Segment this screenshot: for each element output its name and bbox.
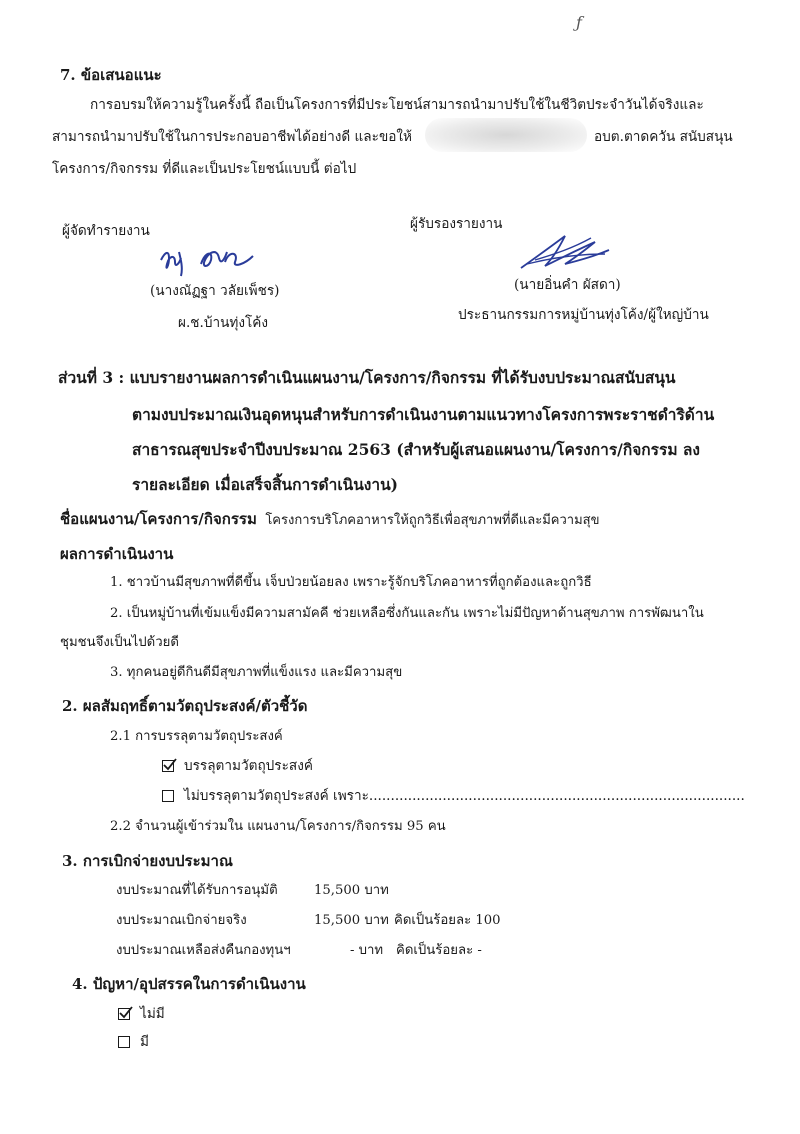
recommend-line2a: สามารถนำมาปรับใช้ในการประกอบอาชีพได้อย่างดี และขอให้ [52,129,412,145]
achieved-label: บรรลุตามวัตถุประสงค์ [184,758,313,774]
budget-spent-label: งบประมาณเบิกจ่ายจริง [116,913,247,928]
achieved-checkbox[interactable] [162,760,174,772]
project-name: โครงการบริโภคอาหารให้ถูกวิธีเพื่อสุขภาพที่ดีและมีความสุข [265,513,600,528]
results-item3: 3. ทุกคนอยู่ดีกินดีมีสุขภาพที่แข็งแรง และมีความสุข [110,665,403,680]
reporter-position: ผ.ช.บ้านทุ่งโค้ง [178,315,269,331]
reporter-signature-icon [155,238,265,280]
results-item2b: ชุมชนจึงเป็นไปด้วยดี [60,635,179,650]
problems-heading: 4. ปัญหา/อุปสรรคในการดำเนินงาน [72,975,306,993]
check-mark-icon [162,756,178,772]
check-mark-icon [118,1004,134,1020]
part3-title-line2: ตามงบประมาณเงินอุดหนุนสำหรับการดำเนินงานตามแนวทางโครงการพระราชดำริด้าน [132,405,715,424]
budget-approved-value: 15,500 บาท [314,883,389,898]
part3-title-line1: ส่วนที่ 3 : แบบรายงานผลการดำเนินแผนงาน/โครงการ/กิจกรรม ที่ได้รับงบประมาณสนับสนุน [58,368,676,387]
project-label: ชื่อแผนงาน/โครงการ/กิจกรรม [60,510,257,528]
budget-heading: 3. การเบิกจ่ายงบประมาณ [62,852,233,870]
no-problem-label: ไม่มี [140,1006,165,1022]
not-achieved-checkbox[interactable] [162,790,174,802]
recommend-line2b: อบต.ตาดควัน สนับสนุน [594,129,733,145]
certifier-label: ผู้รับรองรายงาน [410,216,503,232]
achievement-sub2: 2.2 จำนวนผู้เข้าร่วมใน แผนงาน/โครงการ/กิจกรรม 95 คน [110,819,446,834]
certifier-signature-icon [515,228,615,274]
certifier-name: (นายอิ่นคำ ผัสดา) [514,277,621,293]
results-item2a: 2. เป็นหมู่บ้านที่เข้มแข็งมีความสามัคคี ช่วยเหลือซึ่งกันและกัน เพราะไม่มีปัญหาด้านสุขภาพ การพัฒนาใน [110,606,704,621]
project-line [60,510,600,530]
has-problem-checkbox[interactable] [118,1036,130,1048]
results-heading: ผลการดำเนินงาน [60,545,174,563]
part3-title-line3: สาธารณสุขประจำปีงบประมาณ 2563 (สำหรับผู้เสนอแผนงาน/โครงการ/กิจกรรม ลง [132,440,700,459]
page-mark: ƒ [576,13,582,32]
recommend-heading: 7. ข้อเสนอแนะ [60,66,162,84]
recommend-line1: การอบรมให้ความรู้ในครั้งนี้ ถือเป็นโครงการที่มีประโยชน์สามารถนำมาปรับใช้ในชีวิตประจำวันได้จริงและ [90,97,704,113]
part3-title-line4: รายละเอียด เมื่อเสร็จสิ้นการดำเนินงาน) [132,475,399,494]
budget-returned-pct: คิดเป็นร้อยละ - [396,943,482,958]
reporter-label: ผู้จัดทำรายงาน [62,223,150,239]
budget-returned-label: งบประมาณเหลือส่งคืนกองทุนฯ [116,943,291,958]
has-problem-label: มี [140,1034,149,1050]
budget-spent-value: 15,500 บาท [314,913,389,928]
achievement-sub1: 2.1 การบรรลุตามวัตถุประสงค์ [110,729,283,744]
not-achieved-label: ไม่บรรลุตามวัตถุประสงค์ เพราะ....................................................................................... [184,788,745,804]
budget-spent-pct: คิดเป็นร้อยละ 100 [394,913,501,928]
results-item1: 1. ชาวบ้านมีสุขภาพที่ดีขึ้น เจ็บป่วยน้อยลง เพราะรู้จักบริโภคอาหารที่ถูกต้องและถูกวิธี [110,575,592,590]
recommend-line3: โครงการ/กิจกรรม ที่ดีและเป็นประโยชน์แบบนี้ ต่อไป [52,161,357,177]
budget-approved-label: งบประมาณที่ได้รับการอนุมัติ [116,883,278,898]
no-problem-checkbox[interactable] [118,1008,130,1020]
reporter-name: (นางณัฏฐา วลัยเพ็ชร) [150,283,280,299]
certifier-position: ประธานกรรมการหมู่บ้านทุ่งโค้ง/ผู้ใหญ่บ้าน [458,307,709,323]
budget-returned-value: - บาท [350,943,384,958]
redacted-area [425,118,587,152]
achievement-heading: 2. ผลสัมฤทธิ์ตามวัตถุประสงค์/ตัวชี้วัด [62,697,308,715]
